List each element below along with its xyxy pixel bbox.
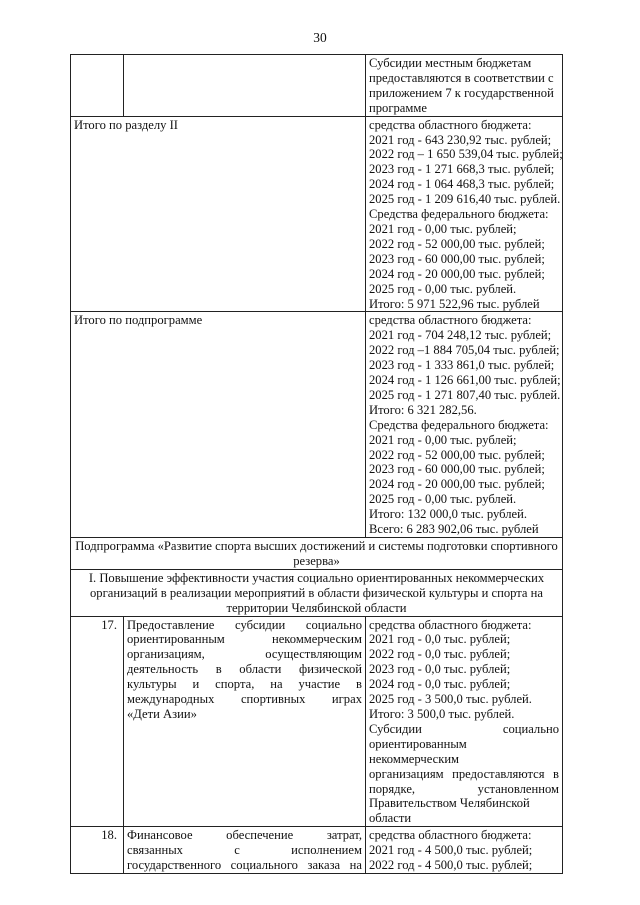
funding-line: 2023 год - 0,0 тыс. рублей; [369,662,511,677]
funding-line: 2022 год –1 884 705,04 тыс. рублей; [369,343,560,358]
funding-line: 2025 год - 0,00 тыс. рублей. [369,492,517,507]
funding-line: 2025 год - 1 209 616,40 тыс. рублей. [369,192,561,207]
description-line: связанных с исполнением [127,843,362,858]
row-funding [366,827,563,874]
funding-line: 2021 год - 0,0 тыс. рублей; [369,632,511,647]
note-line: организациям предоставляются в [369,766,559,781]
funding-line: Итого: 6 321 282,56. [369,402,477,417]
funding-line: 2023 год - 60 000,00 тыс. рублей; [369,251,545,266]
note-line: программе [369,100,427,115]
funding-line: 2021 год - 4 500,0 тыс. рублей; [369,843,533,858]
funding-line: 2024 год - 20 000,00 тыс. рублей; [369,266,545,281]
table-row-18 [71,827,563,874]
funding-line: 2022 год - 0,0 тыс. рублей; [369,647,511,662]
row-number: 18. [71,827,124,874]
funding-line: Средства федерального бюджета: [369,207,549,222]
cell-description-empty [124,55,366,117]
funding-line: 2021 год - 0,00 тыс. рублей; [369,221,517,236]
funding-line: 2021 год - 704 248,12 тыс. рублей; [369,328,552,343]
funding-line: 2022 год - 52 000,00 тыс. рублей; [369,236,545,251]
note-line: ориентированным некоммерческим [369,736,467,766]
description-line: культуры и спорта, на участие в [127,677,362,692]
funding-line: средства областного бюджета: [369,828,532,843]
total-section-funding [366,116,563,312]
note-line: предоставляются в соответствии с [369,70,554,85]
total-subprogram-funding [366,312,563,538]
funding-line: 2023 год - 60 000,00 тыс. рублей; [369,462,545,477]
funding-line: 2024 год - 1 126 661,00 тыс. рублей; [369,373,561,388]
funding-line: 2025 год - 1 271 807,40 тыс. рублей. [369,387,561,402]
table-row-total-section [71,116,563,312]
note-line: порядке, установленном [369,781,559,796]
row-description [124,616,366,827]
cell-number-empty [71,55,124,117]
total-section-label: Итого по разделу II [71,116,366,312]
page-number: 30 [313,30,327,45]
funding-line: Средства федерального бюджета: [369,417,549,432]
funding-line: 2024 год - 0,0 тыс. рублей; [369,677,511,692]
funding-line: Итого: 132 000,0 тыс. рублей. [369,507,528,522]
note-line: Субсидии местным бюджетам [369,56,532,70]
funding-line: 2024 год - 20 000,00 тыс. рублей; [369,477,545,492]
row-funding [366,616,563,827]
funding-line: 2023 год - 1 271 668,3 тыс. рублей; [369,162,555,177]
subprogram-heading: Подпрограмма «Развитие спорта высших достижений и системы подготовки спортивного резерва» [71,538,563,570]
funding-line: Итого: 5 971 522,96 тыс. рублей [369,296,540,311]
funding-line: 2021 год - 643 230,92 тыс. рублей; [369,132,552,147]
funding-line: 2025 год - 0,00 тыс. рублей. [369,281,517,296]
funding-line: средства областного бюджета: [369,117,532,132]
section-heading: I. Повышение эффективности участия социально ориентированных некоммерческих организаций в реализации мероприятий в области физической культуры и спорта на территории Челябинской области [71,569,563,616]
funding-line: 2022 год - 52 000,00 тыс. рублей; [369,447,545,462]
row-description [124,827,366,874]
funding-line: средства областного бюджета: [369,313,532,328]
description-line: «Дети Азии» [127,706,197,721]
funding-line: Всего: 6 283 902,06 тыс. рублей [369,522,539,537]
funding-line: 2023 год - 1 333 861,0 тыс. рублей; [369,358,555,373]
cell-note [366,55,563,117]
description-line: Предоставление субсидии социально [127,617,362,632]
funding-line: 2022 год – 1 650 539,04 тыс. рублей; [369,147,563,162]
table-row-17 [71,616,563,827]
table-row-section-heading [71,569,563,616]
note-line: приложением 7 к государственной [369,85,554,100]
funding-line: 2021 год - 0,00 тыс. рублей; [369,432,517,447]
note-line: Правительством Челябинской области [369,796,530,826]
description-line: деятельность в области физической [127,662,362,677]
funding-line: средства областного бюджета: [369,617,532,632]
funding-line: 2022 год - 4 500,0 тыс. рублей; [369,858,533,873]
budget-table [70,54,563,874]
table-row-continuation [71,55,563,117]
table-row-total-subprogram [71,312,563,538]
total-subprogram-label: Итого по подпрограмме [71,312,366,538]
note-line: Субсидии социально [369,721,559,736]
funding-line: 2024 год - 1 064 468,3 тыс. рублей; [369,177,555,192]
funding-line: 2025 год - 3 500,0 тыс. рублей. [369,692,532,707]
description-line: государственного социального заказа на [127,858,362,873]
row-number: 17. [71,616,124,827]
description-line: организациям, осуществляющим [127,647,362,662]
description-line: международных спортивных играх [127,692,362,707]
table-row-subprogram-heading [71,538,563,570]
description-line: ориентированным некоммерческим [127,632,362,647]
funding-line: Итого: 3 500,0 тыс. рублей. [369,706,515,721]
description-line: Финансовое обеспечение затрат, [127,828,362,843]
